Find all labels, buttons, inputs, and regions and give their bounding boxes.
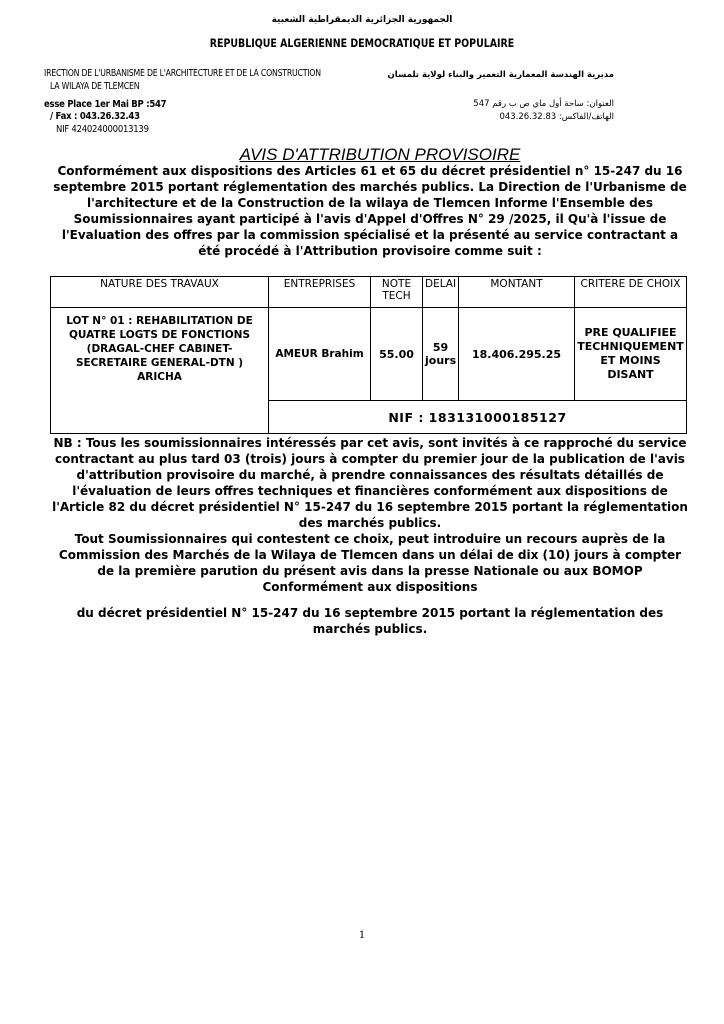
address-line: esse Place 1er Mai BP :547: [44, 99, 167, 110]
critere-cell: PRE QUALIFIEE TECHNIQUEMENT ET MOINS DISANT: [575, 308, 687, 401]
notice-title: AVIS D'ATTRIBUTION PROVISOIRE: [239, 145, 521, 164]
decret-text: du décret présidentiel N° 15-247 du 16 septembre 2015 portant la réglementation des marchés publics.: [76, 606, 664, 636]
entreprise-cell: AMEUR Brahim: [269, 308, 371, 401]
table-header-row: [51, 277, 687, 308]
nif-header: NIF 424024000013139: [56, 124, 149, 135]
header-critere: CRITERE DE CHOIX: [575, 277, 687, 308]
arabic-fax: الهاتف/الفاكس: 043.26.32.83: [499, 112, 614, 122]
intro-paragraph: [50, 163, 690, 259]
page-number: 1: [358, 930, 366, 941]
arabic-address: العنوان: ساحة أول ماي ص ب رقم 547: [473, 99, 614, 109]
direction-name: IRECTION DE L'URBANISME DE L'ARCHITECTURE ET DE LA CONSTRUCTION: [44, 68, 321, 79]
recours-text: Tout Soumissionnaires qui contestent ce choix, peut introduire un recours auprès de la Commission des Marchés de la Wilaya de Tlemcen dans un délai de dix (10) jours à compter de la première parution du présent avis dans la presse Nationale ou aux BOMOP Conformément aux dispositions: [58, 532, 682, 594]
arabic-direction-name: مديرية الهندسة المعمارية التعمير والبناء لولاية تلمسان: [387, 70, 614, 80]
header-delai: DELAI: [423, 277, 459, 308]
arabic-republic-title: الجمهورية الجزائرية الديمقراطية الشعبية: [271, 15, 453, 25]
nif-cell: NIF : 183131000185127: [269, 401, 687, 434]
republic-title: REPUBLIQUE ALGERIENNE DEMOCRATIQUE ET POPULAIRE: [209, 36, 515, 50]
table-row: [51, 308, 687, 401]
header-montant: MONTANT: [459, 277, 575, 308]
header-note: NOTE TECH: [371, 277, 423, 308]
fax-line: / Fax : 043.26.32.43: [50, 111, 140, 122]
decret-paragraph: [50, 605, 690, 637]
header-entreprises: ENTREPRISES: [269, 277, 371, 308]
montant-cell: 18.406.295.25: [459, 308, 575, 401]
nb-paragraph: [50, 435, 690, 531]
nb-text: NB : Tous les soumissionnaires intéressés par cet avis, sont invités à ce rapproché du service contractant au plus tard 03 (trois) jours à compter du premier jour de la publication de l'avis d'attribution provisoire du marché, à prendre connaissances des résultats détaillés de l'évaluation de leurs offres techniques et financières conformément aux dispositions de l'Article 82 du décret présidentiel N° 15-247 du 16 septembre 2015 portant la réglementation des marchés publics.: [52, 436, 688, 530]
intro-text: Conformément aux dispositions des Articles 61 et 65 du décret présidentiel n° 15-247 du 16 septembre 2015 portant réglementation des marchés publics. La Direction de l'Urbanisme de l'architecture et de la Construction de la wilaya de Tlemcen Informe l'Ensemble des Soumissionnaires ayant participé à l'avis d'Appel d'Offres N° 29 /2025, il Qu'à l'issue de l'Evaluation des offres par la commission spécialisé et la présenté au service contractant a été procédé à l'Attribution provisoire comme suit :: [53, 164, 687, 258]
recours-paragraph: [50, 531, 690, 595]
delai-cell: 59 jours: [423, 308, 459, 401]
note-cell: 55.00: [371, 308, 423, 401]
header-nature: NATURE DES TRAVAUX: [51, 277, 269, 308]
attribution-table: [50, 276, 687, 434]
wilaya-name: LA WILAYA DE TLEMCEN: [50, 81, 140, 92]
lot-description: LOT N° 01 : REHABILITATION DE QUATRE LOGTS DE FONCTIONS (DRAGAL-CHEF CABINET-SECRETAIRE GENERAL-DTN ) ARICHA: [51, 308, 269, 434]
